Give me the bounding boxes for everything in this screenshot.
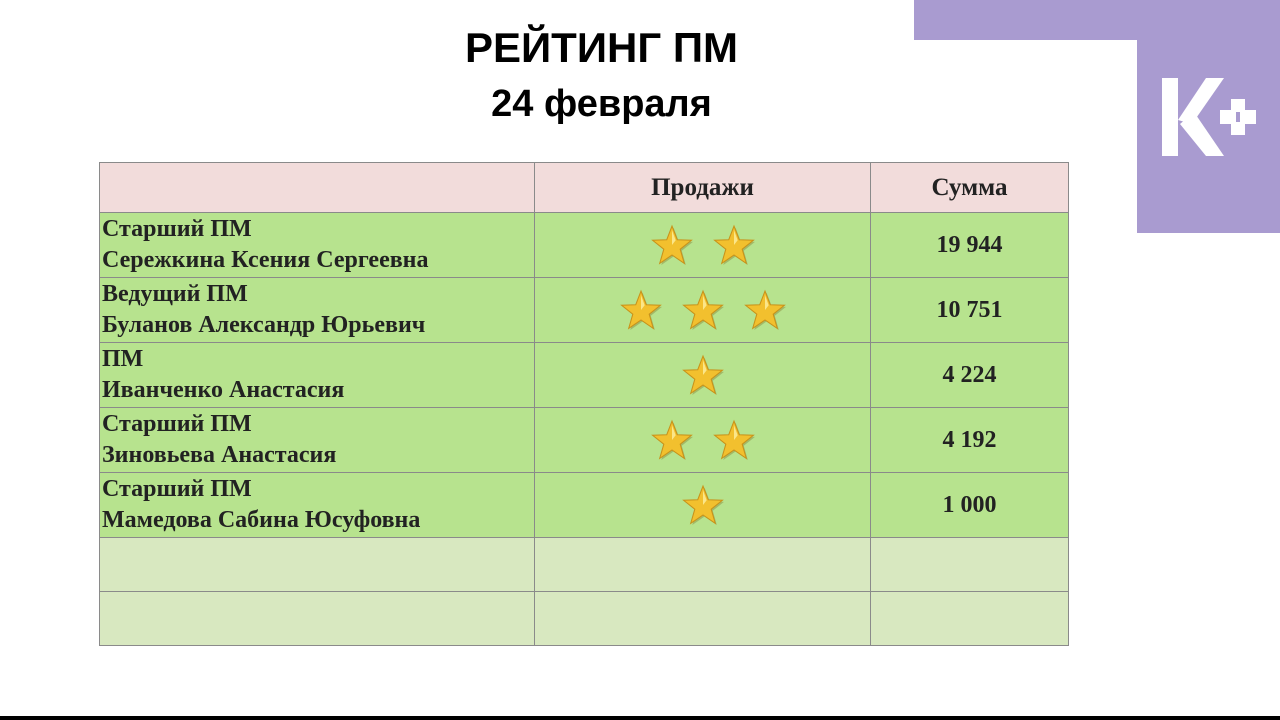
star-icon xyxy=(712,419,756,461)
column-header-sum: Сумма xyxy=(871,163,1069,213)
employee-cell xyxy=(100,213,535,278)
empty-cell xyxy=(535,592,871,646)
rating-table-body xyxy=(100,213,1069,646)
column-header-sales: Продажи xyxy=(535,163,871,213)
star-icon xyxy=(681,484,725,526)
sales-stars-cell xyxy=(535,278,871,343)
employee-cell xyxy=(100,408,535,473)
bottom-divider xyxy=(0,716,1280,720)
star-icon xyxy=(650,224,694,266)
sum-cell: 4 224 xyxy=(871,343,1069,408)
star-icon xyxy=(681,289,725,331)
employee-cell xyxy=(100,278,535,343)
employee-position: Старший ПМ xyxy=(102,411,252,437)
employee-position: Старший ПМ xyxy=(102,216,252,242)
sales-stars-cell xyxy=(535,473,871,538)
empty-cell xyxy=(100,538,535,592)
star-icon xyxy=(712,224,756,266)
employee-name: Буланов Александр Юрьевич xyxy=(102,312,426,338)
sum-cell: 4 192 xyxy=(871,408,1069,473)
employee-position: Ведущий ПМ xyxy=(102,281,248,307)
empty-table-row xyxy=(100,592,1069,646)
employee-position: Старший ПМ xyxy=(102,476,252,502)
sum-cell: 1 000 xyxy=(871,473,1069,538)
empty-cell xyxy=(100,592,535,646)
employee-position: ПМ xyxy=(102,346,144,372)
page-title: РЕЙТИНГ ПМ xyxy=(464,24,739,71)
star-icon xyxy=(681,354,725,396)
employee-cell xyxy=(100,343,535,408)
employee-name: Сережкина Ксения Сергеевна xyxy=(102,247,429,273)
star-icon xyxy=(619,289,663,331)
star-icon xyxy=(743,289,787,331)
sum-cell: 19 944 xyxy=(871,213,1069,278)
sales-stars-cell xyxy=(535,213,871,278)
employee-cell xyxy=(100,473,535,538)
empty-table-row xyxy=(100,538,1069,592)
employee-name: Зиновьева Анастасия xyxy=(102,442,337,468)
table-row xyxy=(100,278,1069,343)
table-header-row xyxy=(100,163,1069,213)
employee-name: Иванченко Анастасия xyxy=(102,377,345,403)
empty-cell xyxy=(871,592,1069,646)
sales-stars-cell xyxy=(535,408,871,473)
empty-cell xyxy=(535,538,871,592)
star-icon xyxy=(650,419,694,461)
table-row xyxy=(100,408,1069,473)
empty-cell xyxy=(871,538,1069,592)
sum-cell: 10 751 xyxy=(871,278,1069,343)
employee-name: Мамедова Сабина Юсуфовна xyxy=(102,507,421,533)
table-row xyxy=(100,213,1069,278)
table-row xyxy=(100,343,1069,408)
column-header-name xyxy=(100,163,535,213)
page-date: 24 февраля xyxy=(491,83,712,125)
rating-table xyxy=(99,162,1069,646)
table-row xyxy=(100,473,1069,538)
sales-stars-cell xyxy=(535,343,871,408)
